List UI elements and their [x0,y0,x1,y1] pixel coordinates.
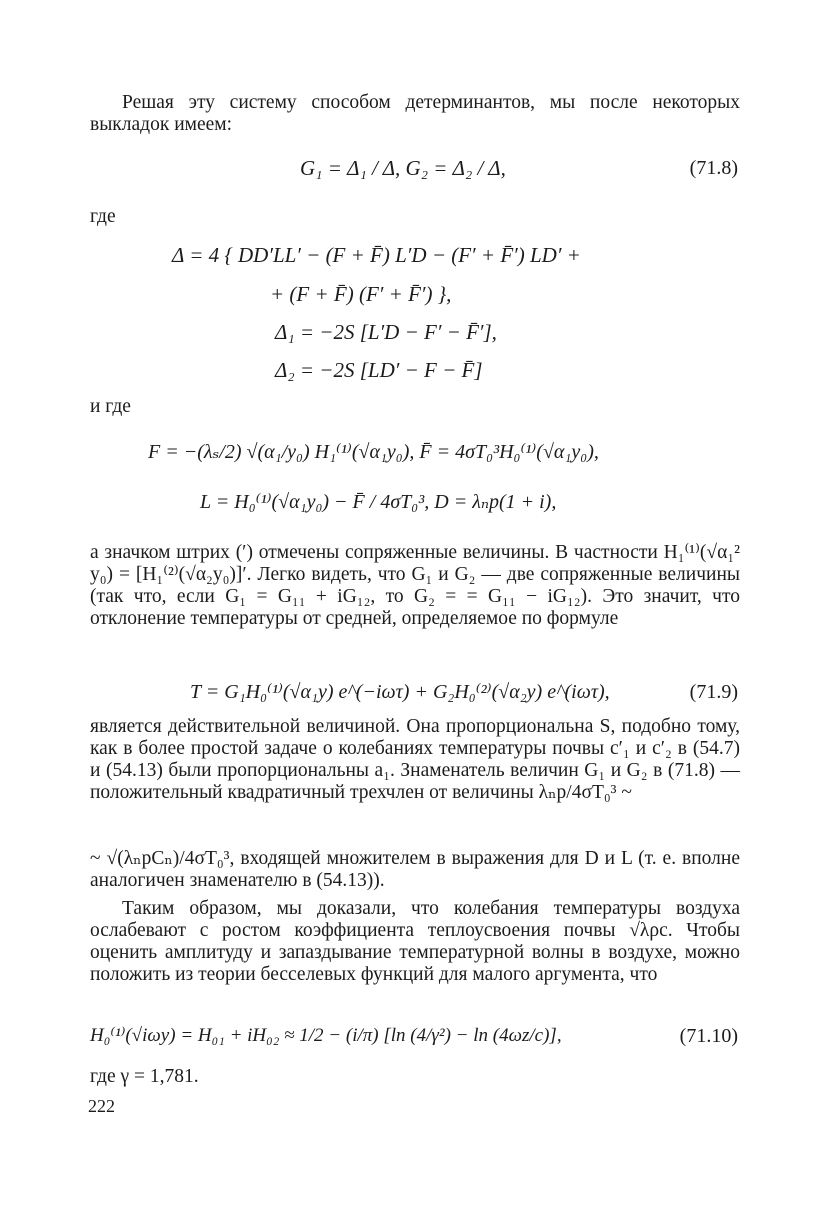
paragraph-intro [90,92,740,136]
paragraph-real-value-text: является действительной величиной. Она пропорциональна S, подобно тому, как в более простой задаче о колебаниях температуры почвы c′₁ и c′₂ в (54.7) и (54.13) были пропорциональны a₁. Знаменатель величин G₁ и G₂ в (71.8) — положительный квадратичный трехчлен от величины λₙp/4σT₀³ ~ [90,716,740,803]
equation-F: F = −(λₛ/2) √(α₁/y₀) H₁⁽¹⁾(√α₁y₀), F̄ = 4σT₀³H₀⁽¹⁾(√α₁y₀), [148,441,599,463]
paragraph-conjugate-text: а значком штрих (′) отмечены сопряженные величины. В частности H₁⁽¹⁾(√α₁² y₀) = [H₁⁽²⁾(√α₂y₀)]′. Легко видеть, что G₁ и G₂ — две сопряженные величины (так что, если G₁ = G₁₁ + iG₁₂, то G₂ = = G₁₁ − iG₁₂). Это значит, что отклонение температуры от средней, определяемое по формуле [90,542,740,629]
label-where: где [90,206,116,227]
equation-delta1: Δ₁ = −2S [L′D − F′ − F̄′], [275,320,497,344]
paragraph-continuation-text: ~ √(λₙpCₙ)/4σT₀³, входящей множителем в выражения для D и L (т. е. вполне аналогичен знаменателю в (54.13)). [90,848,740,891]
equation-delta-line2: + (F + F̄) (F′ + F̄′) }, [270,282,452,306]
equation-71-10: H₀⁽¹⁾(√iωy) = H₀₁ + iH₀₂ ≈ 1/2 − (i/π) [ln (4/γ²) − ln (4ωz/c)], [90,1025,562,1046]
equation-number-71-8: (71.8) [689,157,738,179]
paragraph-continuation [90,848,740,892]
paragraph-conclusion [90,898,740,986]
paragraph-conjugate [90,542,740,630]
equation-delta2: Δ₂ = −2S [LD′ − F − F̄] [275,358,483,382]
paragraph-conclusion-text: Таким образом, мы доказали, что колебания температуры воздуха ослабевают с ростом коэффициента теплоусвоения почвы √λρc. Чтобы оценить амплитуду и запаздывание температурной волны в воздухе, можно положить из теории бесселевых функций для малого аргумента, что [90,898,740,985]
gamma-definition: где γ = 1,781. [90,1066,199,1087]
label-and-where: и где [90,396,131,417]
equation-number-71-10: (71.10) [679,1025,738,1047]
equation-71-9: T = G₁H₀⁽¹⁾(√α₁y) e^(−iωτ) + G₂H₀⁽²⁾(√α₂y) e^(iωτ), [190,681,610,703]
equation-number-71-9: (71.9) [689,681,738,703]
equation-L-D: L = H₀⁽¹⁾(√α₁y₀) − F̄ / 4σT₀³, D = λₙp(1 + i), [200,491,557,513]
equation-delta-line1: Δ = 4 { DD′LL′ − (F + F̄) L′D − (F′ + F̄′) LD′ + [172,243,581,267]
equation-71-8: G₁ = Δ₁ / Δ, G₂ = Δ₂ / Δ, [300,156,506,180]
paragraph-intro-text: Решая эту систему способом детерминантов, мы после некоторых выкладок имеем: [90,92,740,135]
page-number: 222 [88,1096,115,1116]
paragraph-real-value [90,716,740,804]
